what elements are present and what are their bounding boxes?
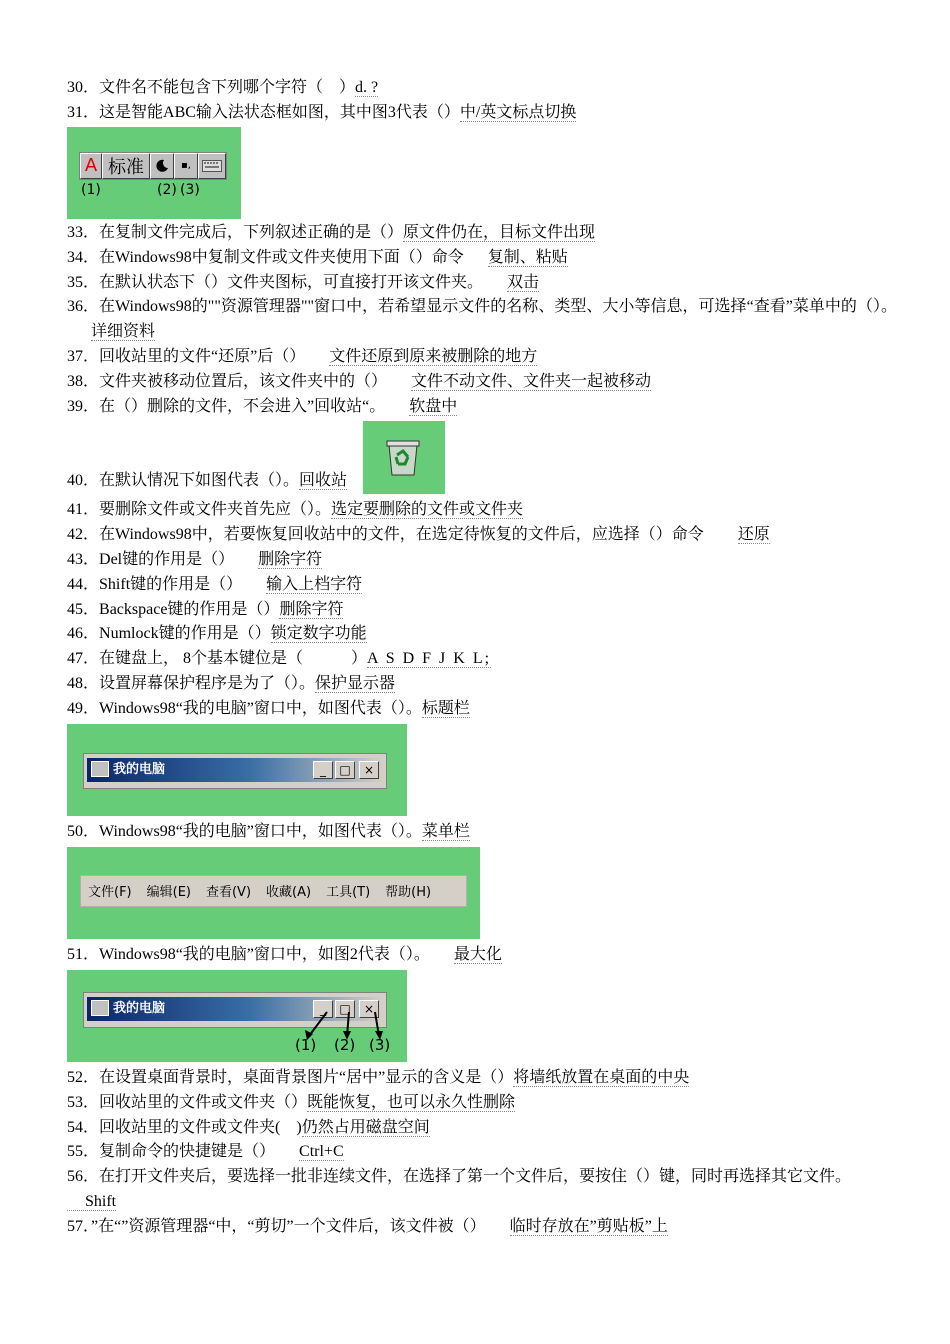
answer-text: 复制、粘贴: [487, 248, 568, 266]
question-31: [67, 101, 897, 126]
menu-help: 帮助(H): [385, 885, 432, 901]
question-50: 50．Windows98“我的电脑”窗口中，如图代表（）。菜单栏: [67, 822, 470, 840]
maximize-button: □: [335, 761, 355, 779]
maximize-button-figure: [67, 970, 407, 1062]
window-title: 我的电脑: [113, 761, 166, 777]
answer-text: 双击: [507, 273, 540, 291]
minimize-button: _: [313, 761, 333, 779]
answer-text: 锁定数字功能: [270, 625, 367, 643]
question-46: 46．Numlock键的作用是（）锁定数字功能: [67, 625, 367, 643]
recycle-bin-icon: [385, 437, 421, 477]
answer-text: 原文件仍在，目标文件出现: [403, 223, 596, 241]
answer-text: A S D F J K L;: [367, 650, 492, 668]
close-button: ×: [359, 761, 379, 779]
menu-file: 文件(F): [88, 885, 132, 901]
recycle-bin-figure: [363, 421, 445, 494]
label-1: (1): [81, 181, 101, 198]
question-33: 33．在复制文件完成后，下列叙述正确的是（）原文件仍在，目标文件出现: [67, 223, 596, 241]
question-53: 53．回收站里的文件或文件夹（）既能恢复，也可以永久性删除: [67, 1093, 516, 1111]
answer-text: 删除字符: [279, 600, 344, 618]
question-54: 54．回收站里的文件或文件夹( )仍然占用磁盘空间: [67, 1118, 430, 1136]
answer-text: 保护显示器: [315, 675, 396, 693]
question-42: 42．在Windows98中，若要恢复回收站中的文件，在选定待恢复的文件后，应选择（）命令 还原: [67, 525, 770, 543]
pointer-arrows: [67, 970, 407, 1062]
question-43: 43．Del键的作用是（） 删除字符: [67, 550, 323, 568]
question-38: 38．文件夹被移动位置后，该文件夹中的（） 文件不动文件、文件夹一起被移动: [67, 373, 652, 391]
computer-icon: [91, 761, 109, 777]
question-35: 35．在默认状态下（）文件夹图标，可直接打开该文件夹。 双击: [67, 273, 540, 291]
question-30: [67, 76, 897, 101]
question-51: 51．Windows98“我的电脑”窗口中，如图2代表（）。 最大化: [67, 945, 502, 963]
question-39: 39．在（）删除的文件，不会进入”回收站“。 软盘中: [67, 398, 458, 416]
answer-text: 选定要删除的文件或文件夹: [331, 500, 524, 518]
question-52: 52．在设置桌面背景时，桌面背景图片“居中”显示的含义是（）将墙纸放置在桌面的中央: [67, 1068, 690, 1086]
question-number: 31．: [67, 103, 100, 121]
ime-status-figure: [67, 127, 241, 219]
menu-edit: 编辑(E): [146, 885, 191, 901]
question-55: 55．复制命令的快捷键是（） Ctrl+C: [67, 1143, 344, 1161]
answer-text: 既能恢复，也可以永久性删除: [307, 1093, 516, 1111]
answer-text: 标题栏: [421, 700, 470, 718]
answer-text: d. ?: [355, 79, 379, 96]
label-3: (3): [180, 181, 200, 198]
question-47: 47．在键盘上， 8个基本键位是（ ）A S D F J K L;: [67, 650, 492, 668]
answer-text: 软盘中: [409, 398, 458, 416]
answer-text: 删除字符: [258, 550, 323, 568]
question-48: 48．设置屏幕保护程序是为了（）。保护显示器: [67, 675, 396, 693]
minimize-button: _: [313, 1000, 333, 1018]
window-frame: [83, 753, 387, 789]
answer-text: 回收站: [299, 472, 348, 490]
question-45: 45．Backspace键的作用是（）删除字符: [67, 600, 344, 618]
label-2: (2): [334, 1035, 356, 1054]
answer-text: 将墙纸放置在桌面的中央: [513, 1068, 690, 1086]
question-44: 44．Shift键的作用是（） 输入上档字符: [67, 575, 363, 593]
answer-text: Shift: [67, 1193, 116, 1211]
menu-view: 查看(V): [205, 885, 252, 901]
label-1: (1): [295, 1035, 317, 1054]
menu-bar: [80, 875, 467, 907]
question-57: 57．”在“”资源管理器“中，“剪切”一个文件后，该文件被（） 临时存放在”剪贴板”上: [67, 1218, 668, 1236]
title-bar: [87, 758, 383, 782]
answer-text: Ctrl+C: [299, 1143, 344, 1161]
question-list: [67, 76, 897, 1240]
answer-text: 文件不动文件、文件夹一起被移动: [411, 373, 652, 391]
menu-favorites: 收藏(A): [266, 885, 312, 901]
label-2: (2): [157, 181, 177, 198]
close-button: ×: [359, 1000, 379, 1018]
ime-letter-icon: A: [80, 153, 102, 179]
question-49: 49．Windows98“我的电脑”窗口中，如图代表（）。标题栏: [67, 700, 470, 718]
window-title: 我的电脑: [113, 1000, 166, 1016]
punctuation-icon: ▪,: [174, 153, 198, 179]
title-bar-figure: [67, 724, 407, 816]
ime-status-bar: [79, 152, 227, 180]
menu-tools: 工具(T): [326, 885, 371, 901]
answer-text: 最大化: [453, 945, 502, 963]
keyboard-icon: [198, 153, 226, 179]
answer-text: 中/英文标点切换: [459, 103, 577, 121]
moon-icon: [150, 153, 174, 179]
question-36: 36．在Windows98的""资源管理器""窗口中，若希望显示文件的名称、类型、大小等信息，可选择“查看”菜单中的（）。详细资料: [67, 298, 897, 341]
question-40: 40．在默认情况下如图代表（）。回收站: [67, 420, 897, 494]
maximize-button: □: [335, 1000, 355, 1018]
question-41: 41．要删除文件或文件夹首先应（）。选定要删除的文件或文件夹: [67, 500, 524, 518]
label-3: (3): [369, 1035, 391, 1054]
question-text: 这是智能ABC输入法状态框如图，其中图3代表（）: [99, 103, 460, 121]
question-37: 37．回收站里的文件“还原”后（） 文件还原到原来被删除的地方: [67, 348, 538, 366]
menu-bar-figure: [67, 847, 480, 939]
answer-text: 文件还原到原来被删除的地方: [329, 348, 538, 366]
question-34: 34．在Windows98中复制文件或文件夹使用下面（）命令 复制、粘贴: [67, 248, 568, 266]
answer-text: 仍然占用磁盘空间: [301, 1118, 430, 1136]
question-number: 30．: [67, 79, 100, 96]
question-56: 56．在打开文件夹后，要选择一批非连续文件，在选择了第一个文件后，要按住（）键，同时再选择其它文件。 Shift: [67, 1168, 852, 1211]
answer-text: 详细资料: [91, 323, 156, 341]
answer-text: 还原: [737, 525, 770, 543]
answer-text: 临时存放在”剪贴板”上: [509, 1218, 668, 1236]
question-text: 文件名不能包含下列哪个字符（ ）: [99, 79, 356, 96]
answer-text: 输入上档字符: [266, 575, 363, 593]
ime-mode-label: 标准: [102, 153, 150, 179]
answer-text: 菜单栏: [421, 822, 470, 840]
